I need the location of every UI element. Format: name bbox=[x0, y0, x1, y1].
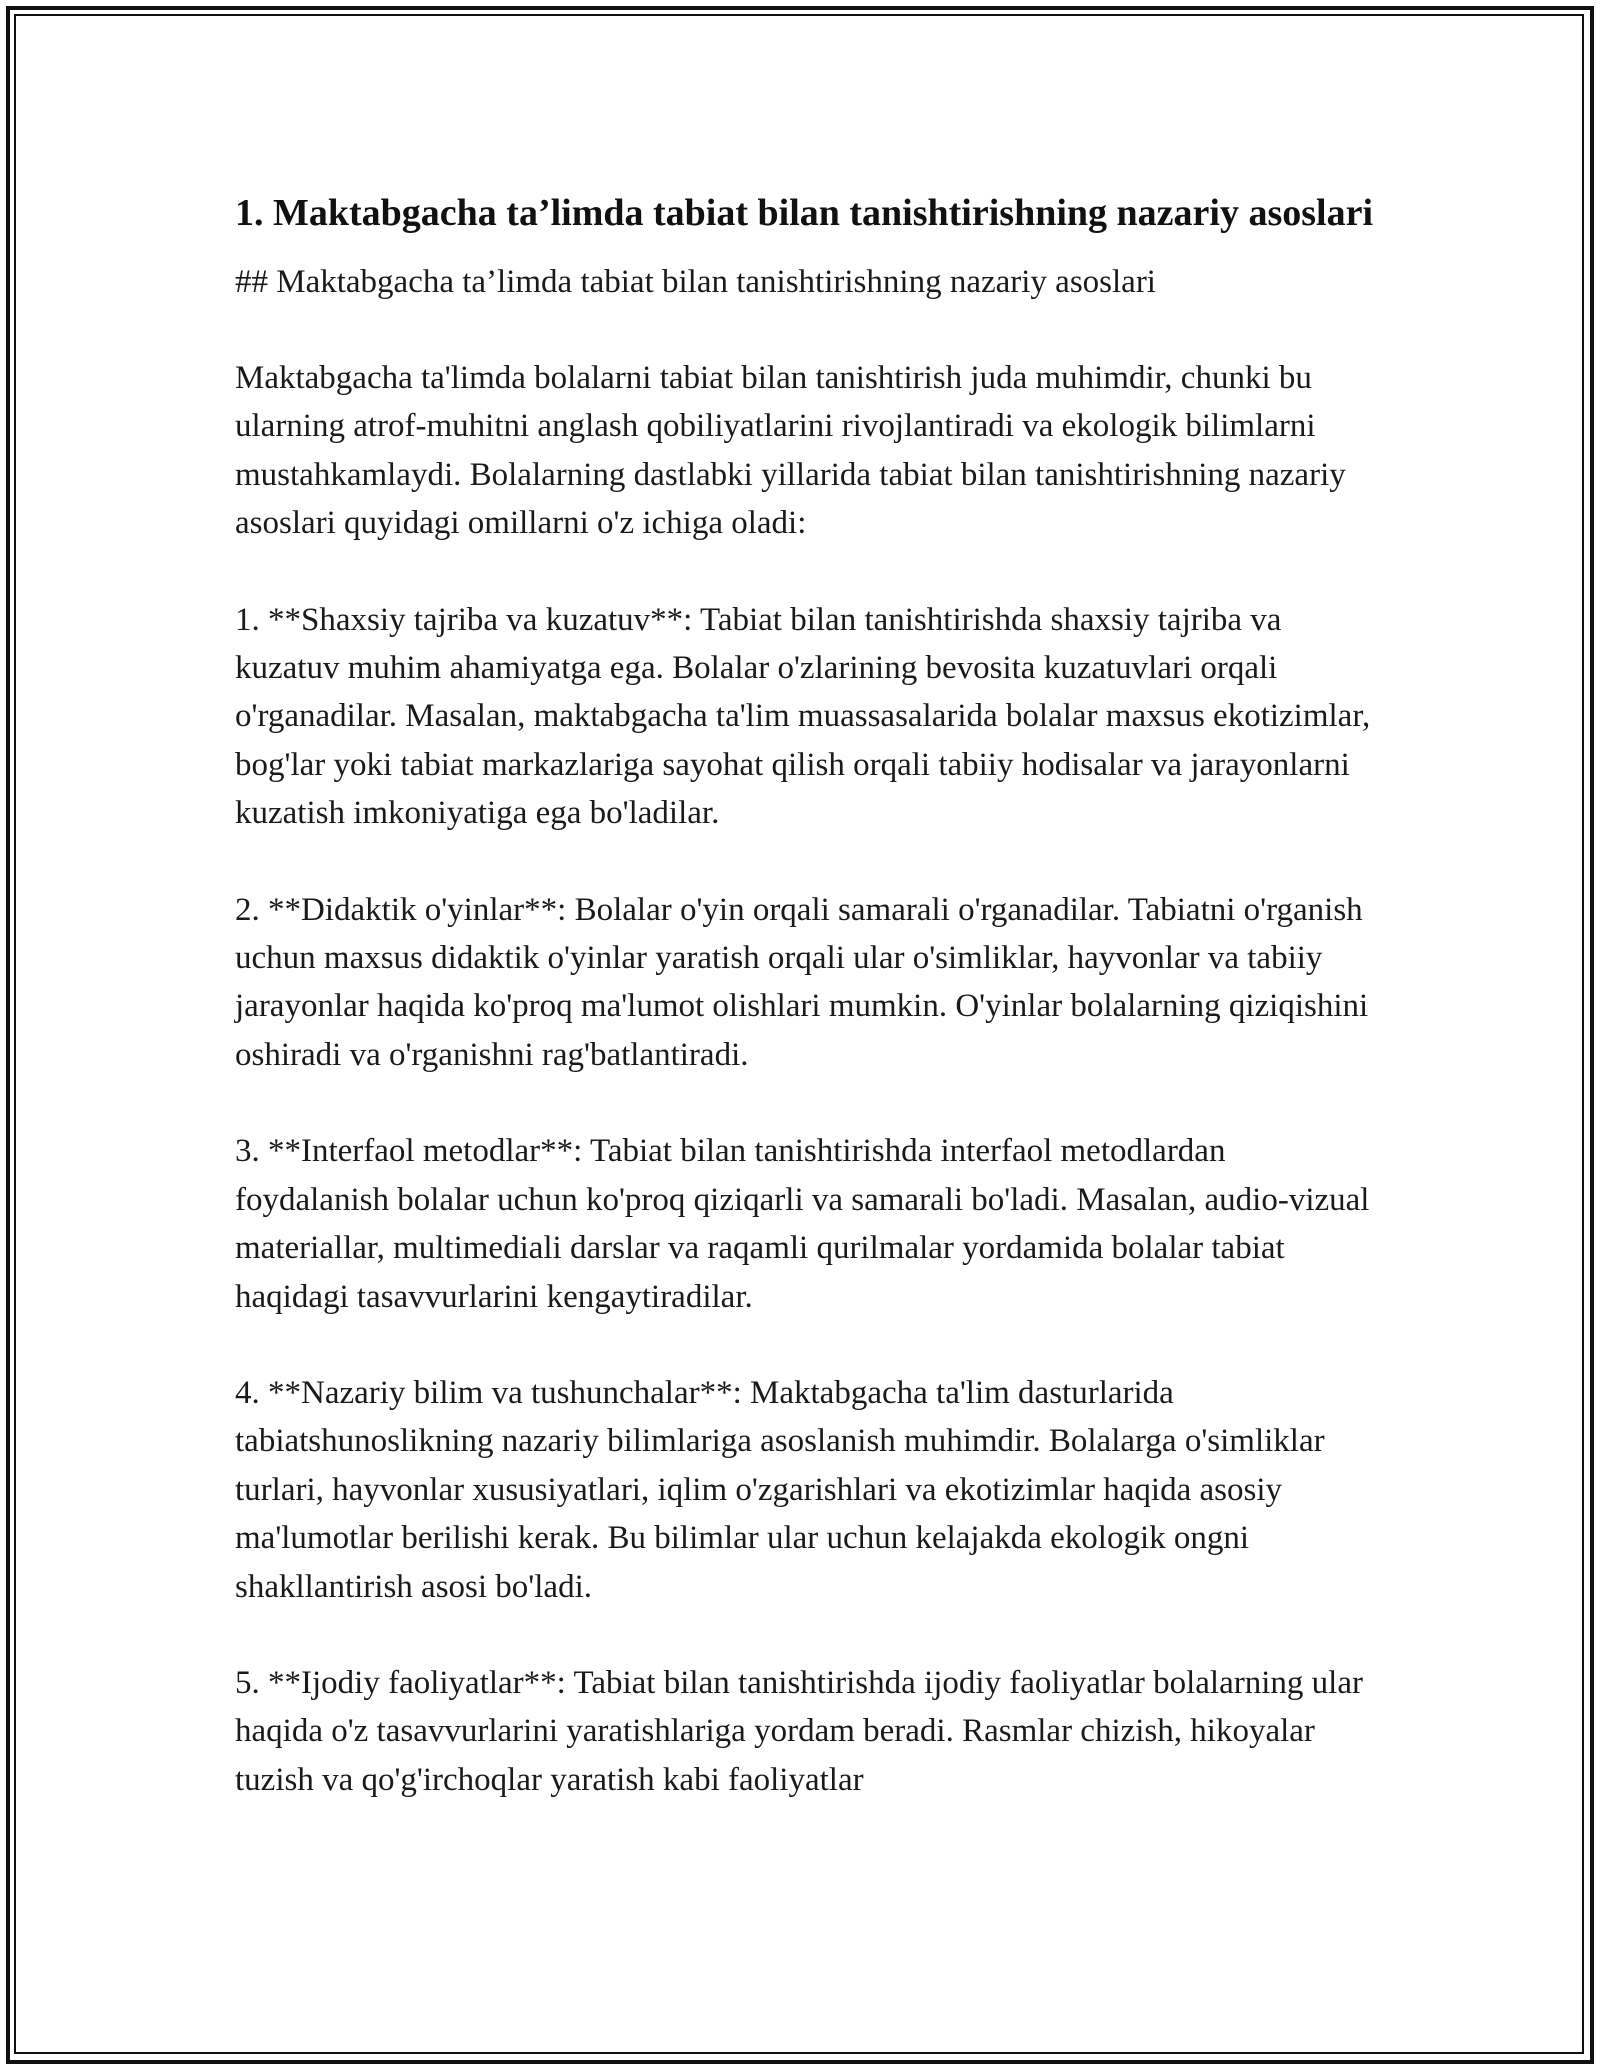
list-item-1: 1. **Shaxsiy tajriba va kuzatuv**: Tabiat bilan tanishtirishda shaxsiy tajriba va kuzatuv muhim ahamiyatga ega. Bolalar o'zlarining bevosita kuzatuvlari orqali o'rganadilar. Masalan, maktabgacha ta'lim muassasalarida bolalar maxsus ekotizimlar, bog'lar yoki tabiat markazlariga sayohat qilish orqali tabiiy hodisalar va jarayonlarni kuzatish imkoniyatiga ega bo'ladilar. bbox=[235, 601, 1371, 832]
document-body bbox=[235, 186, 1375, 1804]
list-item-4: 4. **Nazariy bilim va tushunchalar**: Maktabgacha ta'lim dasturlarida tabiatshunoslikning nazariy bilimlariga asoslanish muhimdir. Bolalarga o'simliklar turlari, hayvonlar xususiyatlari, iqlim o'zgarishlari va ekotizimlar haqida asosiy ma'lumotlar berilishi kerak. Bu bilimlar ular uchun kelajakda ekologik ongni shakllantirish asosi bo'ladi. bbox=[235, 1374, 1325, 1605]
document-title: 1. Maktabgacha ta’limda tabiat bilan tanishtirishning nazariy asoslari bbox=[235, 192, 1374, 234]
list-item-5: 5. **Ijodiy faoliyatlar**: Tabiat bilan tanishtirishda ijodiy faoliyatlar bolalarning ular haqida o'z tasavvurlarini yaratishlariga yordam beradi. Rasmlar chizish, hikoyalar tuzish va qo'g'irchoqlar yaratish kabi faoliyatlar bbox=[235, 1664, 1363, 1798]
intro-paragraph: Maktabgacha ta'limda bolalarni tabiat bilan tanishtirish juda muhimdir, chunki bu ularning atrof-muhitni anglash qobiliyatlarini rivojlantiradi va ekologik bilimlarni mustahkamlaydi. Bolalarning dastlabki yillarida tabiat bilan tanishtirishning nazariy asoslari quyidagi omillarni o'z ichiga oladi: bbox=[235, 360, 1346, 542]
list-item-2: 2. **Didaktik o'yinlar**: Bolalar o'yin orqali samarali o'rganadilar. Tabiatni o'rganish uchun maxsus didaktik o'yinlar yaratish orqali ular o'simliklar, hayvonlar va tabiiy jarayonlar haqida ko'proq ma'lumot olishlari mumkin. O'yinlar bolalarning qiziqishini oshiradi va o'rganishni rag'batlantiradi. bbox=[235, 891, 1369, 1073]
list-item-3: 3. **Interfaol metodlar**: Tabiat bilan tanishtirishda interfaol metodlardan foydalanish bolalar uchun ko'proq qiziqarli va samarali bo'ladi. Masalan, audio-vizual materiallar, multimediali darslar va raqamli qurilmalar yordamida bolalar tabiat haqidagi tasavvurlarini kengaytiradilar. bbox=[235, 1133, 1370, 1315]
markdown-subheading: ## Maktabgacha ta’limda tabiat bilan tanishtirishning nazariy asoslari bbox=[235, 264, 1156, 300]
numbered-list bbox=[235, 596, 1375, 1805]
